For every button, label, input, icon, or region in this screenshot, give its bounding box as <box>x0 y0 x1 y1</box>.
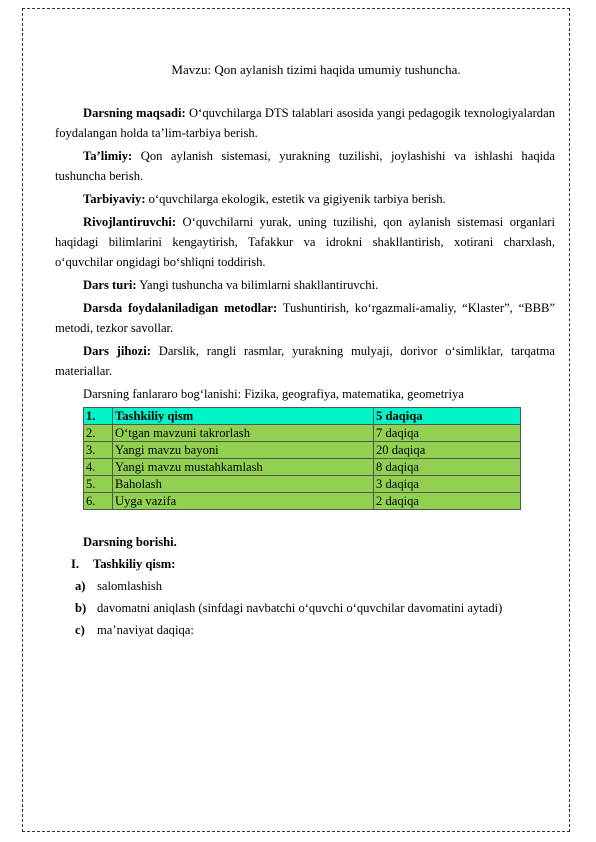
table-cell-num: 6. <box>84 493 113 510</box>
table-cell-name: Yangi mavzu mustahkamlash <box>113 459 374 476</box>
table-cell-time: 5 daqiqa <box>374 408 521 425</box>
educational-label: Ta’limiy: <box>83 149 133 163</box>
list-item-label: a) <box>75 579 86 593</box>
document-body <box>55 60 555 642</box>
goal-text: O‘quvchilarga DTS talablari asosida yangi pedagogik texnologiyalardan foydalangan holda ta’lim-tarbiya berish. <box>55 106 555 140</box>
table-cell-time: 8 daqiqa <box>374 459 521 476</box>
table-row <box>84 425 521 442</box>
lesson-type-text: Yangi tushuncha va bilimlarni shakllantiruvchi. <box>136 278 379 292</box>
list-item <box>75 620 555 640</box>
section-heading <box>71 554 555 574</box>
lesson-type-paragraph <box>55 275 555 295</box>
table-row <box>84 459 521 476</box>
list-item-text: davomatni aniqlash (sinfdagi navbatchi o‘quvchi o‘quvchilar davomatini aytadi) <box>97 601 503 615</box>
goal-paragraph <box>55 103 555 143</box>
methods-text: Tushuntirish, ko‘rgazmali-amaliy, “Klaster”, “BBB” metodi, tezkor savollar. <box>55 301 555 335</box>
progress-title: Darsning borishi. <box>83 535 177 549</box>
upbringing-paragraph <box>55 189 555 209</box>
table-cell-num: 3. <box>84 442 113 459</box>
list-item-text: salomlashish <box>97 579 163 593</box>
equipment-text: Darslik, rangli rasmlar, yurakning mulyaji, dorivor o‘simliklar, tarqatma materiallar. <box>55 344 555 378</box>
developmental-label: Rivojlantiruvchi: <box>83 215 177 229</box>
table-header-row <box>84 408 521 425</box>
lesson-progress <box>55 532 555 640</box>
goal-label: Darsning maqsadi: <box>83 106 186 120</box>
table-cell-num: 1. <box>84 408 113 425</box>
lesson-plan-table-wrapper <box>83 407 555 510</box>
educational-paragraph <box>55 146 555 186</box>
upbringing-label: Tarbiyaviy: <box>83 192 146 206</box>
table-cell-name: Yangi mavzu bayoni <box>113 442 374 459</box>
table-cell-time: 2 daqiqa <box>374 493 521 510</box>
table-cell-time: 7 daqiqa <box>374 425 521 442</box>
methods-label: Darsda foydalaniladigan metodlar: <box>83 301 278 315</box>
table-cell-num: 5. <box>84 476 113 493</box>
lesson-type-label: Dars turi: <box>83 278 137 292</box>
upbringing-text: o‘quvchilarga ekologik, estetik va gigiyenik tarbiya berish. <box>145 192 446 206</box>
table-row <box>84 493 521 510</box>
table-cell-name: O‘tgan mavzuni takrorlash <box>113 425 374 442</box>
list-item-label: b) <box>75 601 87 615</box>
table-cell-name: Baholash <box>113 476 374 493</box>
table-cell-num: 2. <box>84 425 113 442</box>
methods-paragraph <box>55 298 555 338</box>
interdisciplinary-paragraph <box>55 384 555 404</box>
section-title: Tashkiliy qism: <box>93 557 176 571</box>
list-item <box>75 576 555 596</box>
table-cell-time: 20 daqiqa <box>374 442 521 459</box>
list-item-label: c) <box>75 623 85 637</box>
table-cell-name: Tashkiliy qism <box>113 408 374 425</box>
table-cell-time: 3 daqiqa <box>374 476 521 493</box>
developmental-text: O‘quvchilarni yurak, uning tuzilishi, qon aylanish sistemasi organlari haqidagi bilimlarini kengaytirish, Tafakkur va idrokni shakllantirish, xotirani charxlash, o‘quvchilar ongidagi bo‘shliqni toddirish. <box>55 215 555 269</box>
interdisciplinary-text: Darsning fanlararo bog‘lanishi: Fizika, geografiya, matematika, geometriya <box>83 387 464 401</box>
table-row <box>84 442 521 459</box>
educational-text: Qon aylanish sistemasi, yurakning tuzilishi, joylashishi va ishlashi haqida tushuncha berish. <box>55 149 555 183</box>
equipment-paragraph <box>55 341 555 381</box>
lesson-plan-table <box>83 407 521 510</box>
list-item-text: ma’naviyat daqiqa: <box>97 623 194 637</box>
document-title: Mavzu: Qon aylanish tizimi haqida umumiy tushuncha. <box>171 62 461 77</box>
table-cell-num: 4. <box>84 459 113 476</box>
section-number: I. <box>71 557 80 571</box>
developmental-paragraph <box>55 212 555 272</box>
list-item <box>75 598 555 618</box>
equipment-label: Dars jihozi: <box>83 344 151 358</box>
table-row <box>84 476 521 493</box>
table-cell-name: Uyga vazifa <box>113 493 374 510</box>
